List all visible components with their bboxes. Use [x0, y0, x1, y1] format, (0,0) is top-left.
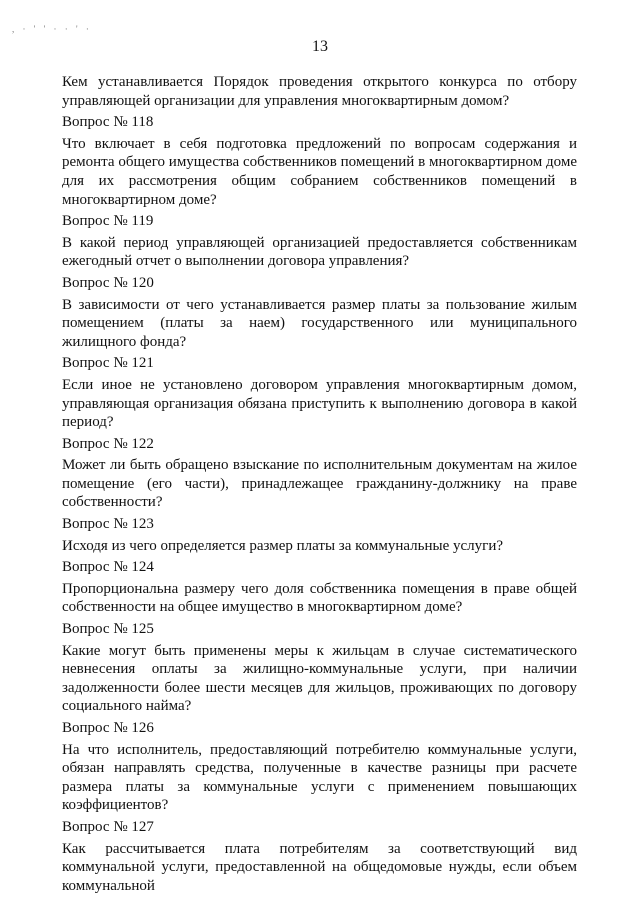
intro-question-text: Кем устанавливается Порядок проведения открытого конкурса по отбору управляющей организации для управления многоквартирным домом? — [62, 74, 577, 109]
question-block — [62, 620, 577, 716]
question-block — [62, 719, 577, 815]
page-number: 13 — [312, 38, 328, 55]
question-text: Если иное не установлено договором управления многоквартирным домом, управляющая организация обязана приступить к выполнению договора в какой период? — [62, 376, 577, 431]
question-block — [62, 113, 577, 209]
question-heading: Вопрос № 120 — [62, 274, 154, 291]
question-block — [62, 515, 577, 555]
question-block — [62, 558, 577, 617]
question-heading: Вопрос № 122 — [62, 435, 154, 452]
question-text: Какие могут быть применены меры к жильцам в случае систематического невнесения оплаты за жилищно-коммунальные услуги, при наличии задолженности более шести месяцев для жильцов, проживающих по договору социального найма? — [62, 642, 577, 715]
question-block — [62, 354, 577, 431]
question-text: Что включает в себя подготовка предложений по вопросам содержания и ремонта общего имущества собственников помещений в многоквартирном доме для их рассмотрения общим собранием собственников помещений в многоквартирном доме? — [62, 135, 577, 208]
question-block — [62, 212, 577, 271]
question-text: Как рассчитывается плата потребителям за соответствующий вид коммунальной услуги, предоставленной на общедомовые нужды, если объем коммунальной — [62, 840, 577, 894]
question-block — [62, 274, 577, 351]
question-text: На что исполнитель, предоставляющий потребителю коммунальные услуги, обязан направлять средства, полученные в качестве разницы при расчете размера платы за коммунальные услуги с применением повышающих коэффициентов? — [62, 741, 577, 814]
question-block — [62, 818, 577, 895]
question-heading: Вопрос № 126 — [62, 720, 154, 736]
question-heading: Вопрос № 125 — [62, 621, 154, 638]
question-text: Пропорциональна размеру чего доля собственника помещения в праве общей собственности на общее имущество в многоквартирном доме? — [62, 580, 577, 616]
question-heading: Вопрос № 123 — [62, 516, 154, 533]
document-body — [62, 73, 577, 895]
question-text: Исходя из чего определяется размер платы за коммунальные услуги? — [62, 537, 503, 554]
question-heading: Вопрос № 118 — [62, 114, 154, 131]
question-heading: Вопрос № 127 — [62, 818, 154, 835]
question-block — [62, 435, 577, 512]
question-heading: Вопрос № 121 — [62, 355, 154, 372]
scan-marks: , · ' ' · · ' · — [12, 24, 92, 34]
question-heading: Вопрос № 119 — [62, 213, 154, 230]
question-text: В какой период управляющей организацией предоставляется собственникам ежегодный отчет о выполнении договора управления? — [62, 234, 577, 270]
question-heading: Вопрос № 124 — [62, 559, 154, 576]
question-text: Может ли быть обращено взыскание по исполнительным документам на жилое помещение (его части), принадлежащее гражданину-должнику на праве собственности? — [62, 457, 577, 511]
question-text: В зависимости от чего устанавливается размер платы за пользование жилым помещением (платы за наем) государственного или муниципального жилищного фонда? — [62, 296, 577, 350]
